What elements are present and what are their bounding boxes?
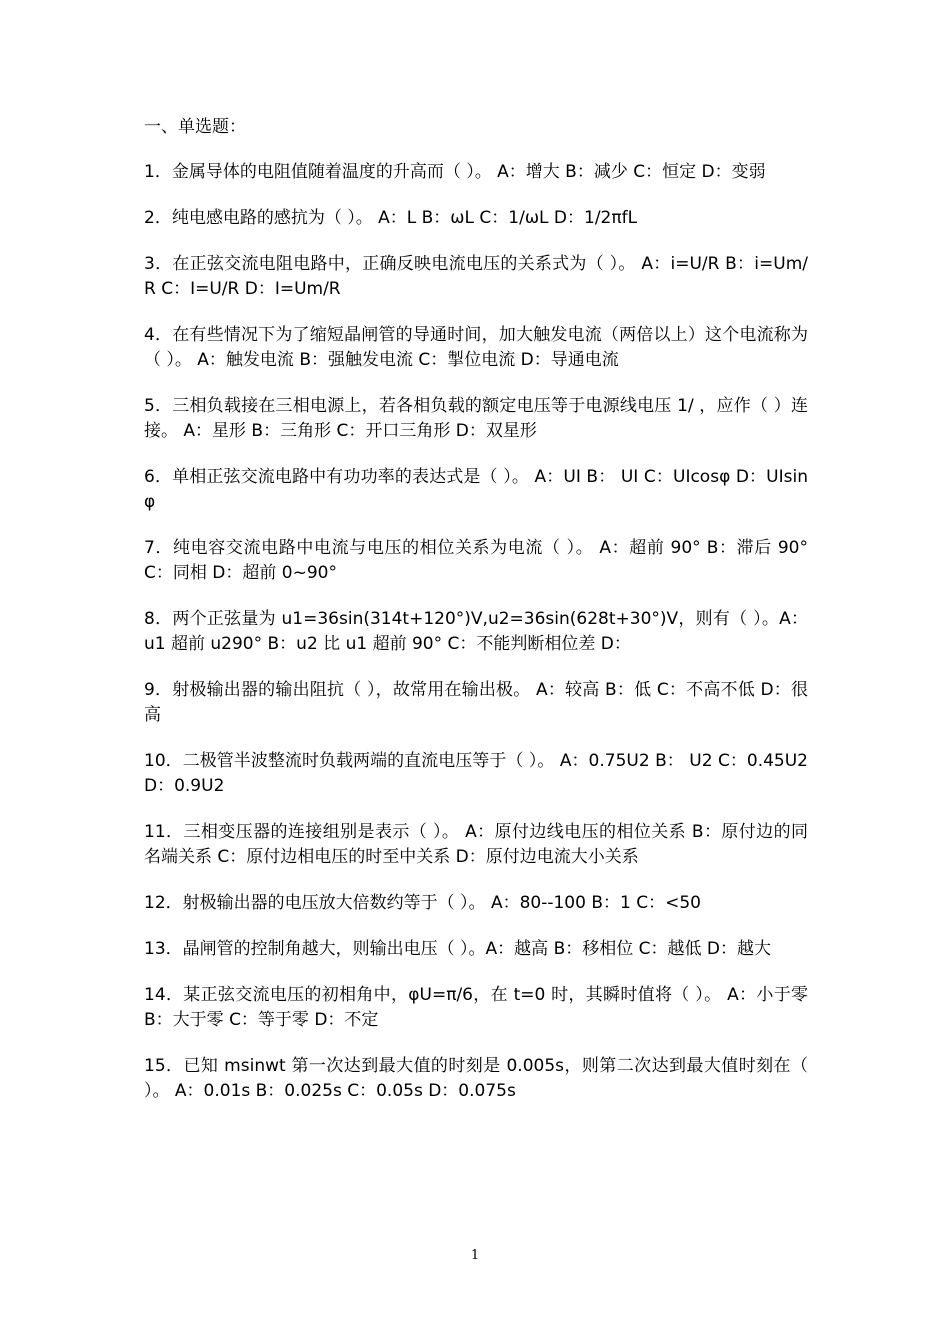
question-item: 12．射极输出器的电压放大倍数约等于（ ）。 A：80--100 B：1 C：<50: [144, 893, 701, 913]
section-title: 一、单选题：: [144, 117, 246, 137]
question-item: 2．纯电感电路的感抗为（ ）。 A：L B：ωL C：1/ωL D：1/2πfL: [144, 208, 638, 228]
question-item: 14．某正弦交流电压的初相角中，φU=π/6，在 t=0 时，其瞬时值将（ ）。 A：小于零 B：大于零 C：等于零 D：不定: [144, 985, 808, 1030]
question-item: 10．二极管半波整流时负载两端的直流电压等于（ ）。 A：0.75U2 B： U2 C：0.45U2 D：0.9U2: [144, 751, 808, 796]
question-item: 6．单相正弦交流电路中有功功率的表达式是（ ）。 A：UI B： UI C：UIcosφ D：UIsinφ: [144, 467, 808, 512]
question-item: 8．两个正弦量为 u1=36sin(314t+120°)V,u2=36sin(628t+30°)V，则有（ ）。A：u1 超前 u290° B：u2 比 u1 超前 90° C：不能判断相位差 D：: [144, 609, 808, 654]
question-item: 15．已知 msinwt 第一次达到最大值的时刻是 0.005s，则第二次达到最大值时刻在（ ）。 A：0.01s B：0.025s C：0.05s D：0.075s: [144, 1056, 808, 1101]
document-body: [144, 112, 808, 1125]
question-list: [144, 160, 808, 1104]
question-item: 13．晶闸管的控制角越大，则输出电压（ ）。A：越高 B：移相位 C：越低 D：越大: [144, 939, 771, 959]
question-item: 4．在有些情况下为了缩短晶闸管的导通时间，加大触发电流（两倍以上）这个电流称为（ ）。 A：触发电流 B：强触发电流 C：掣位电流 D：导通电流: [144, 325, 808, 370]
question-item: 3．在正弦交流电阻电路中，正确反映电流电压的关系式为（ ）。 A：i=U/R B：i=Um/R C：I=U/R D：I=Um/R: [144, 254, 808, 299]
question-item: 9．射极输出器的输出阻抗（ ），故常用在输出极。 A：较高 B：低 C：不高不低 D：很高: [144, 680, 808, 725]
question-item: 1．金属导体的电阻值随着温度的升高而（ ）。 A：增大 B：减少 C：恒定 D：变弱: [144, 162, 766, 182]
question-item: 5．三相负载接在三相电源上，若各相负载的额定电压等于电源线电压 1/ ，应作（ ）连接。 A：星形 B：三角形 C：开口三角形 D：双星形: [144, 396, 808, 441]
question-item: 7．纯电容交流电路中电流与电压的相位关系为电流（ ）。 A：超前 90° B：滞后 90° C：同相 D：超前 0~90°: [144, 538, 808, 583]
page-number: 1: [470, 1248, 480, 1263]
question-item: 11．三相变压器的连接组别是表示（ ）。 A：原付边线电压的相位关系 B：原付边的同名端关系 C：原付边相电压的时至中关系 D：原付边电流大小关系: [144, 822, 808, 867]
